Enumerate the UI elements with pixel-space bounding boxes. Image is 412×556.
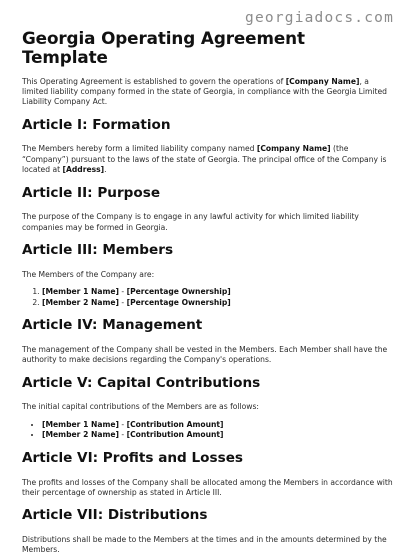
member-ownership: [Percentage Ownership] — [126, 297, 231, 307]
article-management-text: The management of the Company shall be vested in the Members. Each Member shall have the authority to make decisions regarding the Company's operations. — [22, 344, 388, 365]
article-capital-contributions — [22, 376, 394, 441]
member-ownership: [Percentage Ownership] — [126, 287, 231, 297]
article-formation-heading: Article I: Formation — [22, 116, 171, 133]
formation-text-2: (the “Company”) pursuant to the laws of the state of Georgia. The principal office of the Company is located at — [22, 144, 387, 175]
article-formation — [22, 118, 394, 176]
intro-text-rest: , a limited liability company formed in the state of Georgia, in compliance with the Georgia Limited Liability Company Act. — [22, 76, 387, 107]
article-profits-losses — [22, 451, 394, 498]
article-members-heading: Article III: Members — [22, 242, 174, 258]
contributions-list — [22, 420, 394, 441]
list-item — [42, 287, 394, 298]
contribution-amount: [Contribution Amount] — [126, 430, 224, 440]
member-name: [Member 2 Name] — [42, 430, 120, 440]
member-name: [Member 1 Name] — [42, 419, 120, 429]
member-name: [Member 2 Name] — [42, 297, 120, 307]
list-item — [42, 298, 394, 309]
list-item — [42, 420, 394, 431]
article-profits-text: The profits and losses of the Company shall be allocated among the Members in accordance with their percentage of ownership as stated in Article III. — [22, 477, 393, 497]
separator: - — [119, 430, 127, 440]
article-profits-heading: Article VI: Profits and Losses — [22, 449, 244, 466]
member-name: [Member 1 Name] — [42, 287, 120, 297]
article-management — [22, 318, 394, 365]
article-capital-heading: Article V: Capital Contributions — [22, 374, 261, 391]
contribution-amount: [Contribution Amount] — [126, 419, 224, 429]
formation-text-1: The Members hereby form a limited liability company named — [22, 144, 257, 154]
separator: - — [119, 297, 127, 307]
formation-text-3: . — [104, 165, 107, 175]
article-purpose-heading: Article II: Purpose — [22, 184, 161, 201]
article-members — [22, 243, 394, 308]
site-watermark: georgiadocs.com — [245, 10, 394, 26]
document-page — [22, 29, 394, 556]
article-capital-text: The initial capital contributions of the Members are as follows: — [22, 402, 259, 412]
article-distributions-heading: Article VII: Distributions — [22, 507, 208, 524]
article-formation-text — [22, 144, 394, 175]
article-distributions-text: Distributions shall be made to the Members at the times and in the amounts determined by the Members. — [22, 534, 387, 555]
article-distributions — [22, 508, 394, 555]
document-title: Georgia Operating Agreement Template — [22, 28, 305, 68]
article-purpose-text: The purpose of the Company is to engage in any lawful activity for which limited liability companies may be formed in Georgia. — [22, 212, 359, 232]
list-item — [42, 430, 394, 441]
formation-company-name: [Company Name] — [256, 144, 331, 154]
formation-address: [Address] — [62, 165, 105, 175]
separator: - — [119, 419, 127, 429]
separator: - — [119, 287, 127, 297]
intro-text: This Operating Agreement is established to govern the operations of — [22, 76, 286, 86]
members-list — [22, 287, 394, 308]
article-members-text: The Members of the Company are: — [22, 269, 155, 279]
intro-paragraph — [22, 77, 394, 108]
article-management-heading: Article IV: Management — [22, 317, 203, 334]
intro-company-name: [Company Name] — [285, 76, 360, 86]
article-purpose — [22, 186, 394, 233]
